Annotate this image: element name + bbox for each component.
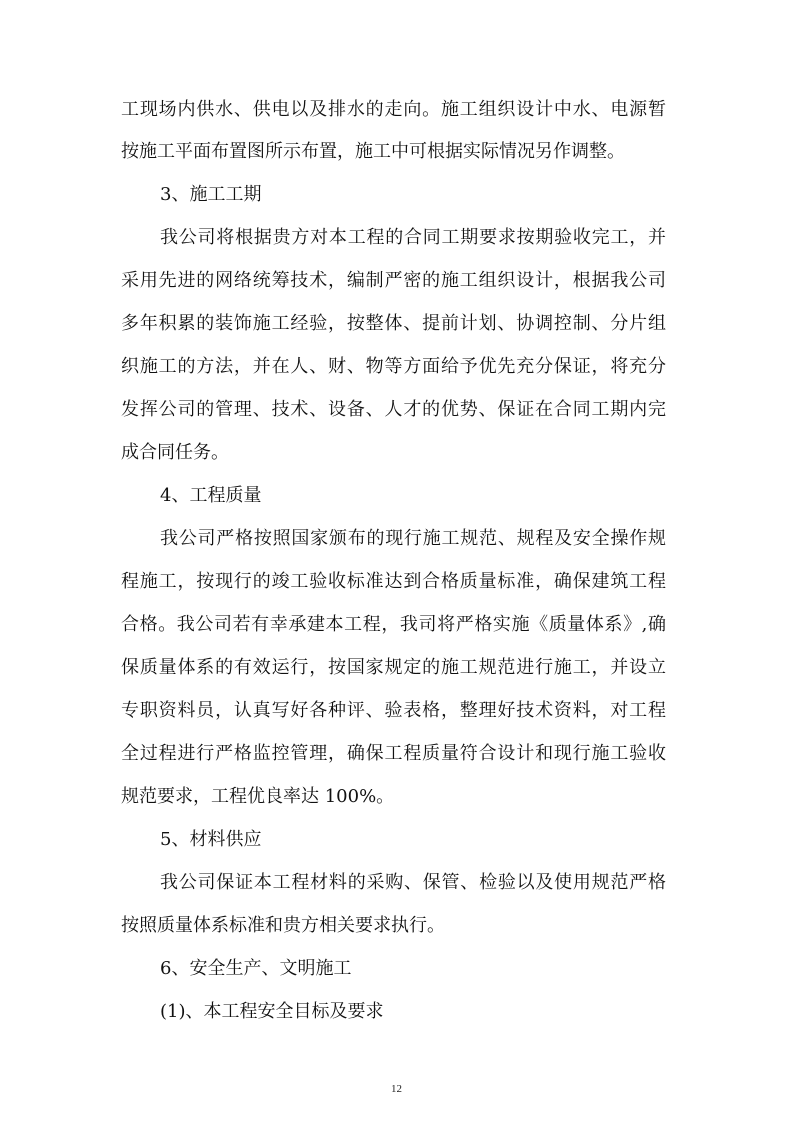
section-heading: 5、材料供应 — [160, 829, 262, 850]
section-heading: 6、安全生产、文明施工 — [160, 958, 352, 979]
section-heading: 3、施工工期 — [160, 184, 262, 205]
body-text-line: 我公司保证本工程材料的采购、保管、检验以及使用规范严格 — [160, 872, 666, 893]
body-text-line: 保质量体系的有效运行，按国家规定的施工规范进行施工，并设立 — [121, 657, 666, 678]
body-text-line: 发挥公司的管理、技术、设备、人才的优势、保证在合同工期内完 — [121, 399, 666, 420]
body-text-line: 采用先进的网络统筹技术，编制严密的施工组织设计，根据我公司 — [121, 270, 666, 291]
body-text-line: 程施工，按现行的竣工验收标准达到合格质量标准，确保建筑工程 — [121, 571, 666, 592]
page-number: 12 — [391, 1083, 402, 1095]
body-text-line: 按照质量体系标准和贵方相关要求执行。 — [121, 915, 445, 936]
body-text-line: 合格。我公司若有幸承建本工程，我司将严格实施《质量体系》,确 — [121, 614, 666, 635]
section-heading: 4、工程质量 — [160, 485, 262, 506]
body-text-line: 多年积累的装饰施工经验，按整体、提前计划、协调控制、分片组 — [121, 313, 666, 334]
body-text-line: 我公司严格按照国家颁布的现行施工规范、规程及安全操作规 — [160, 528, 666, 549]
body-text-line: 全过程进行严格监控管理，确保工程质量符合设计和现行施工验收 — [121, 743, 666, 764]
body-text-line: 我公司将根据贵方对本工程的合同工期要求按期验收完工，并 — [160, 227, 666, 248]
body-text-line: 专职资料员，认真写好各种评、验表格，整理好技术资料，对工程 — [121, 700, 666, 721]
body-text-line: 织施工的方法，并在人、财、物等方面给予优先充分保证，将充分 — [121, 356, 666, 377]
body-text-line: 规范要求，工程优良率达 100%。 — [121, 786, 395, 807]
body-text-line: 工现场内供水、供电以及排水的走向。施工组织设计中水、电源暂 — [121, 99, 666, 120]
body-text-line: 成合同任务。 — [121, 442, 229, 463]
subsection-heading: (1)、本工程安全目标及要求 — [160, 1001, 384, 1022]
body-text-line: 按施工平面布置图所示布置，施工中可根据实际情况另作调整。 — [121, 141, 625, 162]
